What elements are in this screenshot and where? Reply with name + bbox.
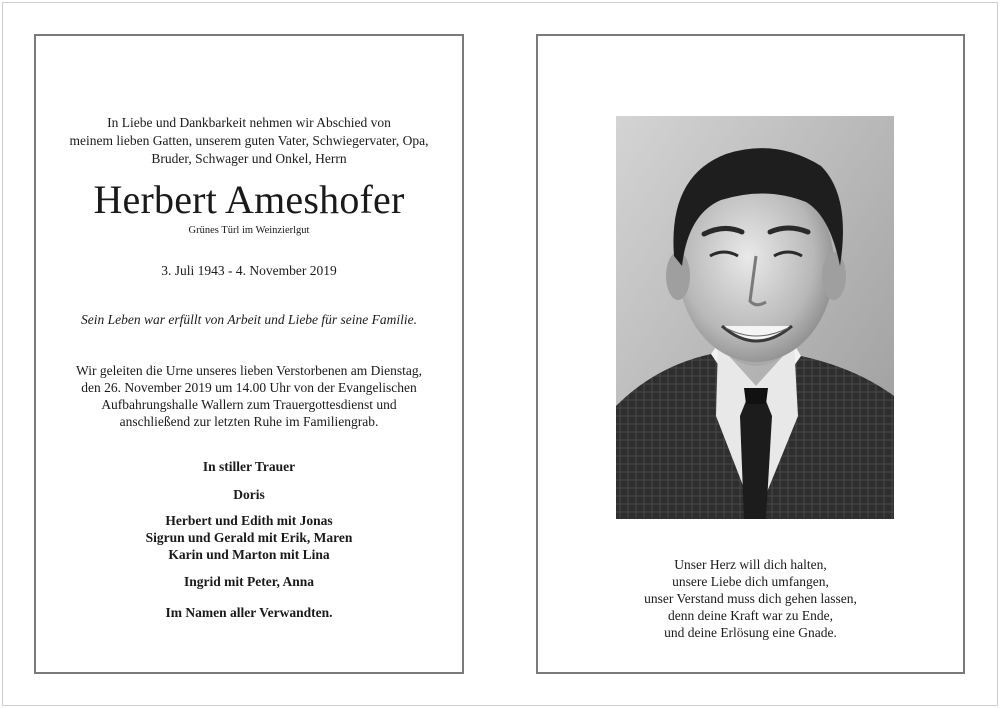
ceremony-line: den 26. November 2019 um 14.00 Uhr von der Evangelischen [81, 380, 417, 395]
verse-line: unsere Liebe dich umfangen, [672, 574, 829, 589]
deceased-place: Grünes Türl im Weinzierlgut [188, 225, 310, 236]
ceremony-line: Wir geleiten die Urne unseres lieben Verstorbenen am Dienstag, [76, 363, 422, 378]
intro-line: meinem lieben Gatten, unserem guten Vater, Schwiegervater, Opa, [69, 133, 429, 148]
obituary-text-card [34, 34, 464, 674]
deceased-name: Herbert Ameshofer [93, 177, 405, 222]
family-line: Herbert und Edith mit Jonas [165, 513, 333, 528]
spouse-name: Doris [233, 487, 265, 502]
intro-text [46, 114, 452, 168]
portrait-photo [616, 116, 894, 519]
ceremony-line: anschließend zur letzten Ruhe im Familiengrab. [119, 414, 379, 429]
verse-line: Unser Herz will dich halten, [674, 557, 827, 572]
verse-line: und deine Erlösung eine Gnade. [664, 625, 837, 640]
mourning-heading: In stiller Trauer [202, 459, 296, 474]
verse-line: denn deine Kraft war zu Ende, [668, 608, 833, 623]
relatives-line: Im Namen aller Verwandten. [165, 605, 333, 620]
family-line: Karin und Marton mit Lina [168, 547, 330, 562]
grandchildren-line: Ingrid mit Peter, Anna [183, 574, 314, 589]
photo-card [536, 34, 965, 674]
family-line: Sigrun und Gerald mit Erik, Maren [145, 530, 353, 545]
family-list [36, 512, 462, 563]
intro-line: Bruder, Schwager und Onkel, Herrn [151, 151, 347, 166]
life-dates: 3. Juli 1943 - 4. November 2019 [161, 263, 337, 278]
ceremony-line: Aufbahrungshalle Wallern zum Trauergottesdienst und [101, 397, 397, 412]
memorial-verse [538, 556, 963, 641]
life-motto: Sein Leben war erfüllt von Arbeit und Liebe für seine Familie. [80, 312, 418, 327]
intro-line: In Liebe und Dankbarkeit nehmen wir Abschied von [107, 115, 391, 130]
verse-line: unser Verstand muss dich gehen lassen, [644, 591, 857, 606]
ceremony-text [46, 362, 452, 430]
